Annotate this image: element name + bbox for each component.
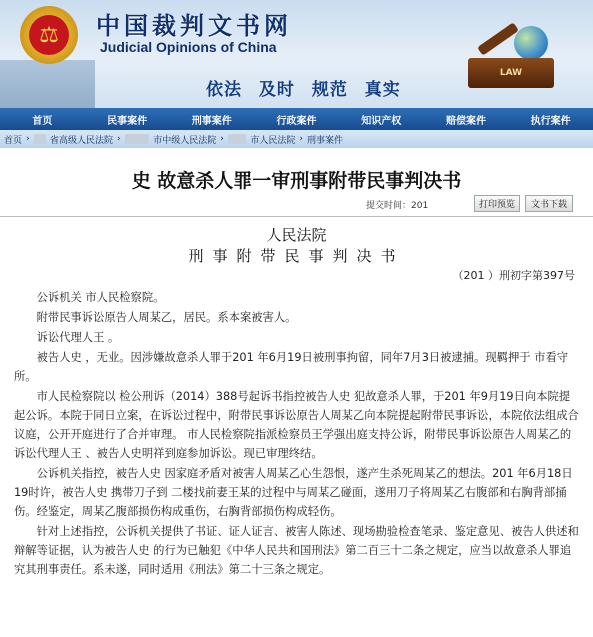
breadcrumb-city-court[interactable]: 市人民法院 — [250, 135, 296, 146]
breadcrumb-criminal[interactable]: 刑事案件 — [307, 135, 344, 146]
nav-item-compensation[interactable]: 赔偿案件 — [445, 115, 486, 127]
nav-item-administrative[interactable]: 行政案件 — [276, 115, 317, 127]
submit-time: 提交时间：201 — [366, 201, 429, 211]
divider — [0, 216, 593, 217]
nav-item-ip[interactable]: 知识产权 — [361, 115, 402, 127]
download-button[interactable]: 文书下载 — [525, 195, 573, 212]
breadcrumb-province-court[interactable]: 省高级人民法院 — [49, 135, 113, 146]
redacted-text — [34, 134, 46, 144]
redacted-text — [125, 134, 150, 144]
paragraph: 公诉机关 市人民检察院。 — [36, 291, 165, 304]
document-title: 史 故意杀人罪一审刑事附带民事判决书 — [131, 170, 462, 192]
nav-item-enforcement[interactable]: 执行案件 — [530, 115, 571, 127]
nav-item-criminal[interactable]: 刑事案件 — [191, 115, 232, 127]
redacted-text — [228, 134, 247, 144]
nav-item-civil[interactable]: 民事案件 — [107, 115, 148, 127]
slogan-item: 规范 — [311, 80, 348, 100]
breadcrumb-separator: › — [220, 134, 224, 144]
document-type: 刑事附带民事判决书 — [188, 247, 405, 265]
breadcrumb — [0, 130, 593, 148]
breadcrumb-separator: › — [116, 134, 121, 144]
breadcrumb-separator: › — [299, 134, 304, 144]
slogan-item: 真实 — [364, 80, 401, 100]
case-number: （201 ）刑初字第397号 — [452, 269, 575, 282]
breadcrumb-home[interactable]: 首页 — [4, 135, 23, 146]
breadcrumb-intermediate-court[interactable]: 市中级人民法院 — [153, 135, 217, 146]
paragraph: 针对上述指控，公诉机关提供了书证、证人证言、被害人陈述、现场勘验检查笔录、鉴定意见、被告人供述和辩解等证据，认为被告人史 的行为已触犯《中华人民共和国刑法》第二百三十二条之规定，应当以故意杀人罪追究其刑事责任。系未遂，同时适用《刑法》第二十三条之规定。 — [14, 525, 579, 576]
print-preview-button[interactable]: 打印预览 — [474, 195, 520, 212]
court-name: 人民法院 — [266, 226, 327, 244]
paragraph: 公诉机关指控，被告人史 因家庭矛盾对被害人周某乙心生怨恨，遂产生杀死周某乙的想法。201 年6月18日19时许，被告人史 携带刀子到 二楼找前妻王某的过程中与周某乙碰面，遂用刀子将周某乙右腹部和右胸背部捅伤。经鉴定，周某乙腹部损伤构成重伤，右胸背部损伤构成轻伤。 — [14, 467, 573, 518]
breadcrumb-separator: › — [26, 134, 30, 144]
slogan-item: 依法 — [206, 80, 242, 100]
court-emblem-icon: ⚖ — [20, 6, 78, 64]
site-subtitle: Judicial Opinions of China — [100, 39, 277, 55]
main-nav — [0, 108, 593, 130]
paragraph: 附带民事诉讼原告人周某乙，居民。系本案被害人。 — [36, 311, 297, 324]
globe-icon — [514, 26, 548, 60]
nav-item-home[interactable]: 首页 — [32, 115, 53, 127]
law-book-icon: LAW — [468, 58, 554, 88]
paragraph: 被告人史 ，无业。因涉嫌故意杀人罪于201 年6月19日被刑事拘留，同年7月3日被逮捕。现羁押于 市看守所。 — [14, 351, 569, 383]
site-title: 中国裁判文书网 — [96, 11, 292, 40]
site-header — [0, 0, 593, 108]
city-skyline-image — [0, 60, 95, 108]
gavel-icon — [477, 22, 519, 55]
document-body — [14, 288, 580, 580]
slogan-item: 及时 — [258, 80, 295, 100]
paragraph: 市人民检察院以 检公刑诉（2014）388号起诉书指控被告人史 犯故意杀人罪，于201 年9月19日向本院提起公诉。本院于同日立案，在诉讼过程中，附带民事诉讼原告人周某乙向本院提起附带民事诉讼，本院依法组成合议庭，公开开庭进行了合并审理。 市人民检察院指派检察员王学强出庭支持公诉，附带民事诉讼原告人周某乙的诉讼代理人王 、被告人史明祥到庭参加诉讼。现已审理终结。 — [14, 390, 579, 460]
paragraph: 诉讼代理人王 。 — [36, 331, 120, 344]
site-slogan — [206, 75, 411, 100]
